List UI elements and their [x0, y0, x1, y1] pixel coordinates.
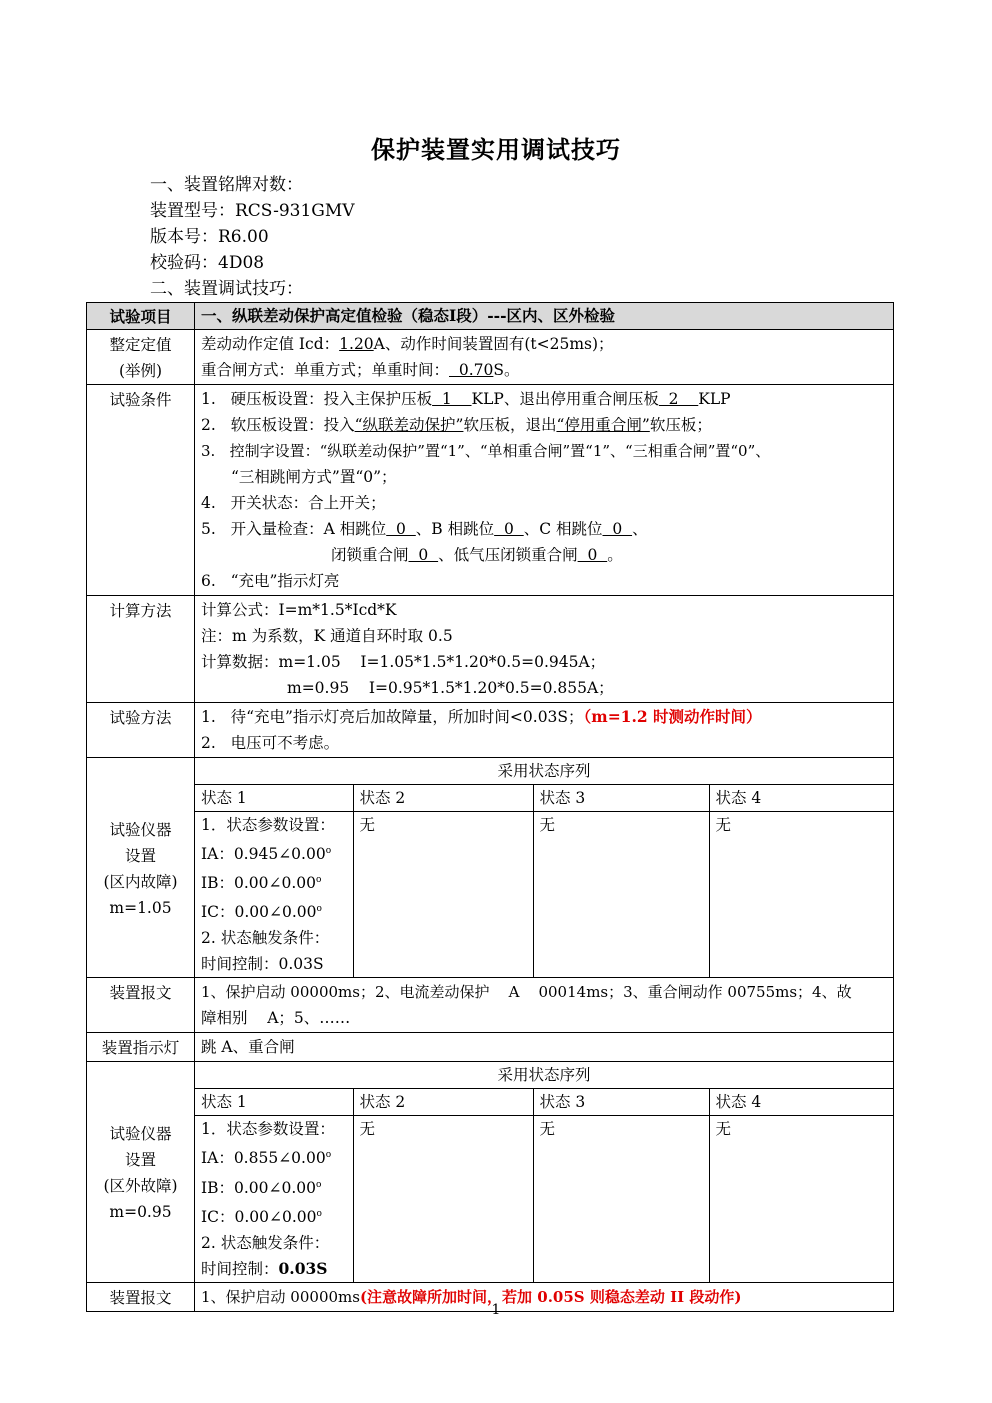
light-content: 跳 A、重合闸 — [195, 1033, 894, 1062]
condition-item-5: 5. 开入量检查：A 相跳位 0 、B 相跳位 0 、C 相跳位 0 、 — [201, 520, 648, 538]
header-label: 试验项目 — [87, 303, 195, 330]
state-sequence-1 — [195, 758, 894, 978]
calc-formula: 计算公式：I=m*1.5*Icd*K — [201, 601, 397, 619]
setting-content — [195, 330, 894, 385]
calc-label: 计算方法 — [87, 596, 195, 703]
condition-item-2: 2. 软压板设置：投入“纵联差动保护”软压板，退出“停用重合闸”软压板； — [201, 416, 712, 434]
instrument-row-1 — [87, 758, 894, 978]
setting-label-line1: 整定定值 — [109, 336, 172, 354]
instrument-row-2 — [87, 1062, 894, 1282]
report-content-1: 1、保护启动 00000ms；2、电流差动保护 A 00014ms；3、重合闸动作 00755ms；4、故 障相别 A；5、…… — [195, 978, 894, 1033]
calc-content — [195, 596, 894, 703]
condition-item-4: 4. 开关状态：合上开关； — [201, 494, 386, 512]
setting-line-2: 重合闸方式：单重方式；单重时间： 0.70S。 — [201, 361, 520, 379]
condition-content — [195, 385, 894, 596]
instrument-label-2: 试验仪器 设置 (区外故障) m=0.95 — [87, 1062, 195, 1282]
state-3-params: 无 — [533, 812, 709, 978]
setting-label — [87, 330, 195, 385]
calc-data-2: m=0.95 I=0.95*1.5*1.20*0.5=0.855A； — [287, 679, 614, 697]
state-4-header: 状态 4 — [709, 785, 893, 812]
setting-label-line2: (举例) — [118, 362, 163, 380]
page-number: 1 — [491, 1302, 501, 1318]
report-row-1 — [87, 978, 894, 1033]
state-2-params: 无 — [353, 1116, 533, 1282]
setting-line-1: 差动动作定值 Icd：1.20A、动作时间装置固有(t<25ms)； — [201, 335, 614, 353]
report-label-2: 装置报文 — [87, 1282, 195, 1311]
method-row — [87, 703, 894, 758]
method-item-1: 1. 待“充电”指示灯亮后加故障量，所加时间<0.03S；（m=1.2 时测动作时间） — [201, 707, 762, 726]
state-1-params: 1．状态参数设置： IA：0.945∠0.00$^o$ IB：0.00∠0.00$^o$ IC：0.00∠0.00$^o$ 2. 状态触发条件： 时间控制：0.03S — [195, 812, 353, 978]
report-label-1: 装置报文 — [87, 978, 195, 1033]
state-table-2 — [195, 1062, 893, 1281]
report-content-2: 1、保护启动 00000ms(注意故障所加时间，若加 0.05S 则稳态差动 II 段动作) — [195, 1282, 894, 1311]
method-label: 试验方法 — [87, 703, 195, 758]
condition-item-3-cont: “三相跳闸方式”置“0”； — [231, 468, 397, 486]
state-3-header: 状态 3 — [533, 785, 709, 812]
state-sequence-2 — [195, 1062, 894, 1282]
state-1-header: 状态 1 — [195, 785, 353, 812]
intro-heading-1: 一、装置铭牌对数： — [150, 175, 303, 195]
condition-label: 试验条件 — [87, 385, 195, 596]
state-table-1 — [195, 758, 893, 977]
light-label: 装置指示灯 — [87, 1033, 195, 1062]
intro-version: 版本号：R6.00 — [150, 227, 269, 247]
intro-section — [150, 172, 355, 302]
calc-data-1: 计算数据：m=1.05 I=1.05*1.5*1.20*0.5=0.945A； — [201, 653, 606, 671]
state-4-header: 状态 4 — [709, 1089, 893, 1116]
condition-row — [87, 385, 894, 596]
instrument-label-1: 试验仪器 设置 (区内故障) m=1.05 — [87, 758, 195, 978]
table-header-row — [87, 303, 894, 330]
method-content — [195, 703, 894, 758]
calc-row — [87, 596, 894, 703]
state-2-header: 状态 2 — [353, 1089, 533, 1116]
state-2-header: 状态 2 — [353, 785, 533, 812]
condition-item-6: 6. “充电”指示灯亮 — [201, 572, 340, 590]
state-1-header: 状态 1 — [195, 1089, 353, 1116]
condition-item-5-cont: 闭锁重合闸 0 、低气压闭锁重合闸 0 。 — [331, 546, 623, 564]
light-row — [87, 1033, 894, 1062]
setting-row — [87, 330, 894, 385]
intro-model: 装置型号：RCS-931GMV — [150, 201, 355, 221]
intro-checksum: 校验码：4D08 — [150, 253, 265, 273]
state-3-params: 无 — [533, 1116, 709, 1282]
condition-item-1: 1. 硬压板设置：投入主保护压板 1 KLP、退出停用重合闸压板 2 KLP — [201, 390, 731, 408]
state-1-params: 1．状态参数设置： IA：0.855∠0.00$^o$ IB：0.00∠0.00$^o$ IC：0.00∠0.00$^o$ 2. 状态触发条件： 时间控制：0.03S — [195, 1116, 353, 1282]
test-table — [86, 302, 894, 1312]
header-text: 一、纵联差动保护高定值检验（稳态Ⅰ段）---区内、区外检验 — [195, 303, 894, 330]
state-4-params: 无 — [709, 1116, 893, 1282]
seq-title: 采用状态序列 — [195, 1062, 893, 1089]
method-item-2: 2. 电压可不考虑。 — [201, 734, 340, 752]
state-2-params: 无 — [353, 812, 533, 978]
state-4-params: 无 — [709, 812, 893, 978]
intro-heading-2: 二、装置调试技巧： — [150, 279, 303, 299]
condition-item-3: 3. 控制字设置：“纵联差动保护”置“1”、“单相重合闸”置“1”、“三相重合闸”置“0”、 — [201, 442, 771, 460]
seq-title: 采用状态序列 — [195, 758, 893, 785]
calc-note: 注：m 为系数，K 通道自环时取 0.5 — [201, 627, 453, 645]
state-3-header: 状态 3 — [533, 1089, 709, 1116]
page-title: 保护装置实用调试技巧 — [371, 135, 621, 164]
